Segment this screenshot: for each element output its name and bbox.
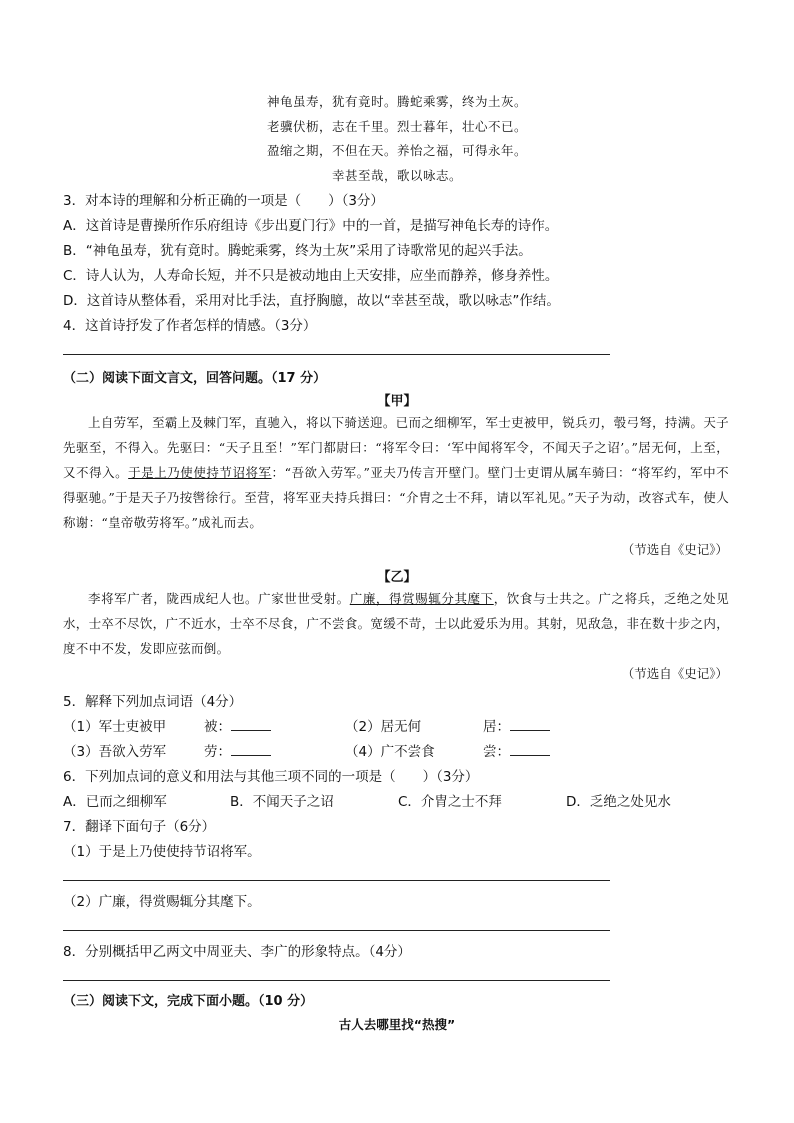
question-6-option-b: B．不闻天子之诏 (230, 794, 334, 810)
poem-line-2: 老骥伏枥，志在千里。烈士暮年，壮心不已。 (266, 119, 527, 134)
poem-line-1: 神龟虽寿，犹有竟时。腾蛇乘雾，终为土灰。 (266, 94, 527, 109)
passage-jia-underlined-sentence: 于是上乃使使持节诏将军 (128, 465, 272, 480)
q5-item-3-answer[interactable] (204, 740, 271, 760)
section-2-heading: （二）阅读下面文言文，回答问题。（17 分） (63, 371, 327, 386)
q5-item-4-answer[interactable] (483, 740, 550, 760)
passage-yi-part-2: ，饮食与士共之。广之将兵，乏绝之处见水，士卒不尽饮，广不近水，士卒不尽食，广不尝食。宽缓不苛，士以此爱乐为用。其射，见敌急，非在数十步之内，度不中不发，发即应弦而倒。 (63, 591, 729, 656)
q5-item-1: （1）军士吏被甲 (63, 719, 167, 735)
poem-line-3: 盈缩之期，不但在天。养怡之福，可得永年。 (266, 143, 527, 158)
passage-yi-underlined-sentence: 广廉，得赏赐辄分其麾下 (349, 591, 494, 606)
q5-item-3: （3）吾欲入劳军 (63, 744, 167, 760)
question-7-sentence-1: （1）于是上乃使使持节诏将军。 (63, 844, 261, 860)
q5-item-1-word: 被： (204, 719, 231, 735)
question-6-option-a: A．已而之细柳军 (63, 794, 167, 810)
answer-line-q7-1 (63, 880, 610, 881)
q5-item-1-blank[interactable] (231, 718, 271, 731)
q5-item-3-word: 劳： (204, 744, 231, 760)
question-4-stem: 4．这首诗抒发了作者怎样的情感。（3分） (63, 318, 317, 334)
q5-item-1-answer[interactable] (204, 715, 271, 735)
q5-item-2-word: 居： (483, 719, 510, 735)
q5-item-4-word: 尝： (483, 744, 510, 760)
question-3-option-c: C．诗人认为，人寿命长短，并不只是被动地由上天安排，应坐而静养，修身养性。 (63, 268, 559, 284)
article-title: 古人去哪里找“热搜” (338, 1017, 456, 1032)
passage-yi-source: （节选自《史记》） (621, 666, 728, 681)
passage-yi-title: 【乙】 (377, 570, 417, 585)
question-6-stem: 6．下列加点词的意义和用法与其他三项不同的一项是（ ）（3分） (63, 769, 479, 785)
question-7-sentence-2: （2）广廉，得赏赐辄分其麾下。 (63, 894, 261, 910)
question-3-option-b: B．“神龟虽寿，犹有竟时。腾蛇乘雾，终为土灰”采用了诗歌常见的起兴手法。 (63, 243, 532, 259)
question-6-option-d: D．乏绝之处见水 (566, 794, 671, 810)
passage-jia-title: 【甲】 (377, 394, 417, 409)
passage-jia-text (63, 410, 729, 535)
question-3-stem: 3．对本诗的理解和分析正确的一项是（ ）（3分） (63, 193, 384, 209)
passage-jia-part-1: 上自劳军，至霸上及棘门军，直驰入，将以下骑送迎。已而之细柳军，军士吏被甲，锐兵刃，彀弓弩，持满。天子先驱至，不得入。先驱曰：“天子且至！”军门都尉曰：“将军令曰：‘军中闻将军令，不闻天子之诏’。”居无何，上至，又不得入。 (63, 415, 729, 480)
question-7-stem: 7．翻译下面句子（6分） (63, 819, 216, 835)
answer-line-q8 (63, 980, 610, 981)
question-6-option-c: C．介胄之士不拜 (398, 794, 502, 810)
q5-item-4: （4）广不尝食 (345, 744, 435, 760)
q5-item-4-blank[interactable] (510, 743, 550, 756)
question-3-option-d: D．这首诗从整体看，采用对比手法，直抒胸臆，故以“幸甚至哉，歌以咏志”作结。 (63, 293, 560, 309)
q5-item-2-answer[interactable] (483, 715, 550, 735)
passage-yi-text (63, 586, 729, 661)
answer-line-q7-2 (63, 930, 610, 931)
poem-line-4: 幸甚至哉，歌以咏志。 (331, 168, 462, 183)
passage-jia-source: （节选自《史记》） (621, 542, 728, 557)
passage-jia-part-2: ：“吾欲入劳军。”亚夫乃传言开壁门。壁门士吏谓从属车骑曰：“将军约，军中不得驱驰。”于是天子乃按辔徐行。至营，将军亚夫持兵揖曰：“介胄之士不拜，请以军礼见。”天子为动，改容式车，使人称谢：“皇帝敬劳将军。”成礼而去。 (63, 465, 729, 530)
question-8-stem: 8．分别概括甲乙两文中周亚夫、李广的形象特点。（4分） (63, 944, 411, 960)
q5-item-3-blank[interactable] (231, 743, 271, 756)
question-5-stem: 5．解释下列加点词语（4分） (63, 694, 243, 710)
q5-item-2: （2）居无何 (345, 719, 422, 735)
question-3-option-a: A．这首诗是曹操所作乐府组诗《步出夏门行》中的一首，是描写神龟长寿的诗作。 (63, 218, 559, 234)
q5-item-2-blank[interactable] (510, 718, 550, 731)
answer-line-q4 (63, 354, 610, 355)
section-3-heading: （三）阅读下文，完成下面小题。（10 分） (63, 994, 314, 1009)
passage-yi-part-1: 李将军广者，陇西成纪人也。广家世世受射。 (88, 591, 350, 606)
